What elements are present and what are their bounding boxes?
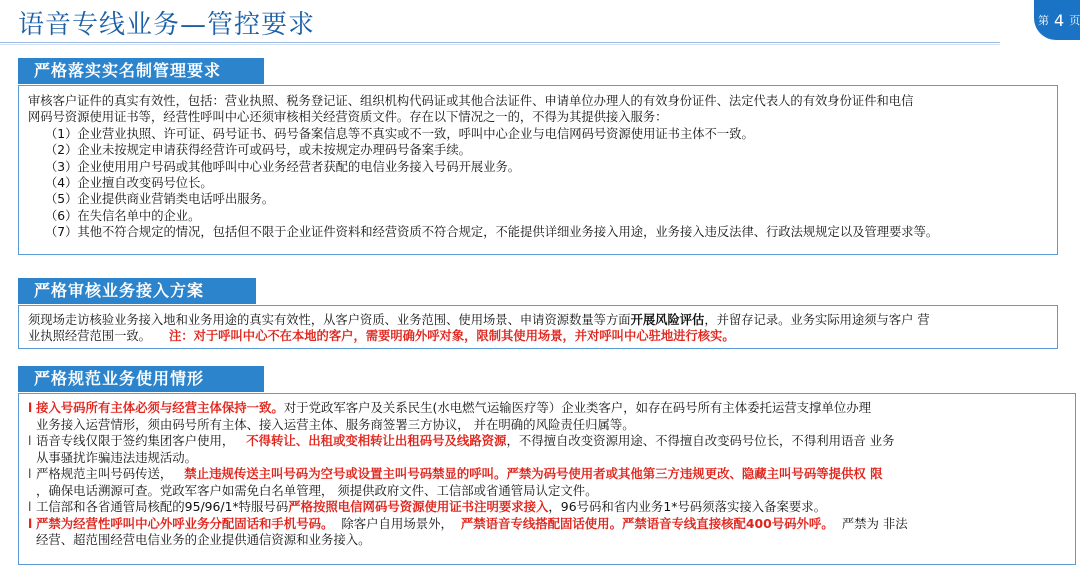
page-title: 语音专线业务—管控要求	[18, 10, 316, 40]
intro-line: 网码号资源使用证书等，经营性呼叫中心还须审核相关经营资质文件。存在以下情况之一的，不得为其提供接入服务：	[28, 110, 668, 125]
section-body-real-name	[18, 85, 1058, 255]
bullet-continuation: 从事骚扰诈骗违法违规活动。	[36, 449, 198, 465]
page-number: 4	[1054, 10, 1065, 30]
paragraph-line: 业执照经营范围一致。 注：对于呼叫中心不在本地的客户，需要明确外呼对象，限制其使用场景，并对呼叫中心驻地进行核实。	[28, 329, 735, 344]
list-item: （3）企业使用用户号码或其他呼叫中心业务经营者获配的电信业务接入号码开展业务。	[45, 159, 521, 174]
bullet-icon: l	[28, 400, 33, 415]
bullet-icon: l	[28, 466, 32, 481]
title-divider	[0, 42, 1000, 43]
bullet-icon: l	[28, 499, 32, 514]
section-heading-real-name: 严格落实实名制管理要求	[18, 58, 264, 84]
warning-note: 注：对于呼叫中心不在本地的客户，需要明确外呼对象，限制其使用场景，并对呼叫中心驻地进行核实。	[168, 329, 735, 344]
list-item: （2）企业未按规定申请获得经营许可或码号，或未按规定办理码号备案手续。	[45, 143, 471, 158]
bullet-continuation: 经营、超范围经营电信业务的企业提供通信资源和业务接入。	[36, 532, 371, 547]
section-heading-access-plan: 严格审核业务接入方案	[18, 278, 256, 304]
bullet-paragraph: l 语音专线仅限于签约集团客户使用， 不得转让、出租或变相转让出租码号及线路资源，不得擅自改变资源用途、不得擅自改变码号位长，不得利用语音 业务	[28, 433, 895, 448]
title-divider-light	[0, 44, 1000, 45]
bullet-continuation: 业务接入运营情形，须由码号所有主体、接入运营主体、服务商签署三方协议， 并在明确的风险责任归属等。	[36, 416, 635, 432]
section-body-usage-rules	[18, 393, 1076, 565]
section-body-access-plan	[18, 305, 1058, 349]
list-item: （7）其他不符合规定的情况，包括但不限于企业证件资料和经营资质不符合规定，不能提供详细业务接入用途，业务接入违反法律、行政法规规定以及管理要求等。	[45, 225, 939, 240]
page-suffix: 页	[1069, 14, 1080, 27]
section-heading-usage-rules: 严格规范业务使用情形	[18, 366, 264, 392]
bullet-paragraph: l 严格规范主叫号码传送， 禁止违规传送主叫号码为空号或设置主叫号码禁显的呼叫。严禁为码号使用者或其他第三方违规更改、隐藏主叫号码等提供权 限	[28, 466, 883, 481]
list-item: （6）在失信名单中的企业。	[45, 208, 201, 223]
list-item: （1）企业营业执照、许可证、码号证书、码号备案信息等不真实或不一致，呼叫中心企业与电信网码号资源使用证书主体不一致。	[45, 126, 754, 141]
emphasis-text: 开展风险评估	[630, 313, 705, 327]
bullet-paragraph: l 严禁为经营性呼叫中心外呼业务分配固话和手机号码。 除客户自用场景外， 严禁语音专线搭配固话使用。严禁语音专线直接核配400号码外呼。 严禁为 非法	[28, 515, 908, 531]
bullet-icon: l	[28, 433, 32, 448]
intro-line: 审核客户证件的真实有效性，包括：营业执照、税务登记证、组织机构代码证或其他合法证件、申请单位办理人的有效身份证件、法定代表人的有效身份证件和电信	[28, 94, 914, 108]
list-item: （5）企业提供商业营销类电话呼出服务。	[45, 192, 275, 207]
paragraph-line: 须现场走访核验业务接入地和业务用途的真实有效性，从客户资质、业务范围、使用场景、申请资源数量等方面开展风险评估，并留存记录。业务实际用途须与客户 营	[28, 313, 930, 327]
bullet-paragraph: l 接入号码所有主体必须与经营主体保持一致。对于党政军客户及关系民生(水电燃气运输医疗等）企业类客户，如存在码号所有主体委托运营支撑单位办理	[28, 400, 872, 415]
list-item: （4）企业擅自改变码号位长。	[45, 176, 213, 191]
bullet-icon: l	[28, 515, 33, 531]
page-number-badge	[1034, 0, 1080, 40]
bullet-paragraph: l 工信部和各省通管局核配的95/96/1*特服号码严格按照电信网码号资源使用证书注明要求接入，96号码和省内业务1*号码须落实接入备案要求。	[28, 499, 827, 514]
bullet-continuation: ，确保电话溯源可查。党政军客户如需免白名单管理， 须提供政府文件、工信部或省通管局认定文件。	[36, 482, 598, 498]
page-prefix: 第	[1038, 14, 1049, 27]
